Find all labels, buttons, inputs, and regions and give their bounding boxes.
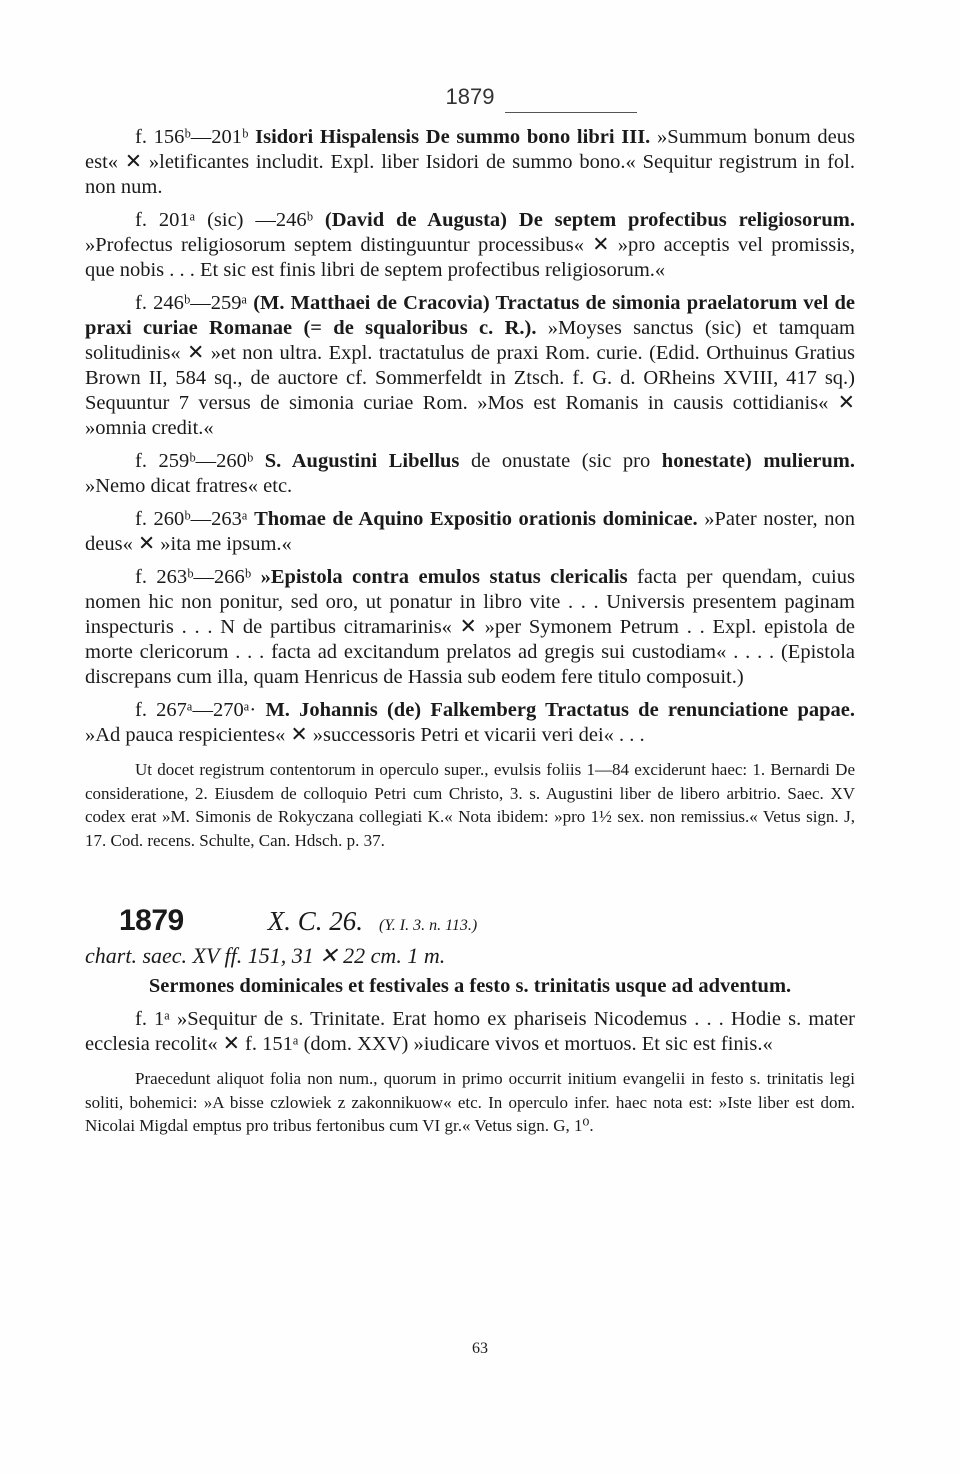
entry-title: S. Augustini Libellus xyxy=(264,450,460,472)
entry-title: Isidori Hispalensis De summo bono libri III. xyxy=(255,126,651,148)
entry-title-cont: honestate) mulierum. xyxy=(661,450,855,472)
running-head: 1879 xyxy=(445,84,495,109)
entry-7 xyxy=(85,698,855,748)
entry-4 xyxy=(85,449,855,499)
entry-title: M. Johannis (de) Falkemberg Tractatus de renunciatione papae. xyxy=(265,699,855,721)
page-number: 63 xyxy=(472,1340,488,1357)
codex-heading xyxy=(85,904,855,938)
folio: f. 260ᵇ—263ᵃ xyxy=(135,508,248,530)
entry-text: »Pater noster, non deus« ✕ »ita me ipsum.« xyxy=(85,508,855,555)
entry-text: »Ad pauca respicientes« ✕ »successoris Petri et vicarii veri dei« . . . xyxy=(85,724,645,746)
codex-text: f. 1ᵃ »Sequitur de s. Trinitate. Erat homo ex phariseis Nicodemus . . . Hodie s. mater ecclesia recolit« ✕ f. 151ᵃ (dom. XXV) »iudicare vivos et mortuos. Et sic est finis.« xyxy=(85,1008,855,1055)
entry-text: »Nemo dicat fratres« etc. xyxy=(85,475,293,497)
entry-5 xyxy=(85,507,855,557)
entry-1 xyxy=(85,125,855,200)
header-rule xyxy=(505,112,637,113)
page-body xyxy=(85,84,855,1138)
entry-text: »Moyses sanctus (sic) et tamquam solitudinis« ✕ »et non ultra. Expl. tractatulus de praxi Rom. curie. (Edid. Orthuinus Gratius Brown II, 584 sq., de auctore cf. Sommerfeldt in Ztsch. f. G. d. ORheins XVIII, 417 sq.) Sequuntur 7 versus de simonia curiae Rom. »Mos est Romanis in causis cottidianis« ✕ »omnia credit.« xyxy=(85,317,856,439)
folio: f. 263ᵇ—266ᵇ xyxy=(135,566,252,588)
entry-6 xyxy=(85,565,855,690)
codex-signature-group xyxy=(268,906,478,937)
codex-footnote: Praecedunt aliquot folia non num., quorum in primo occurrit initium evangelii in festo s. trinitatis legi soliti, bohemici: »A bisse czlowiek z zakonnikuow« etc. In operculo infer. haec nota est: »Iste liber est dom. Nicolai Migdal emptus pro tribus fertonibus cum VI gr.« Vetus sign. G, 1⁰. xyxy=(85,1069,855,1135)
codex-title: Sermones dominicales et festivales a festo s. trinitatis usque ad adventum. xyxy=(148,975,792,997)
codex-description: chart. saec. XV ff. 151, 31 ✕ 22 cm. 1 m. xyxy=(85,943,446,968)
codex-number: 1879 xyxy=(119,904,184,937)
entry-text: facta per quendam, cuius nomen hic non ponitur, sed oro, ut ponatur in libro vite . . . Universis presentem paginam inspecturis . . . N de partibus citramarinis« ✕ »per Symonem Petrum . . Expl. epistola de morte clericorum . . . facta ad excitandum prelatos ad gregis sui custodiam« . . . . (Epistola discrepans cum illa, quam Henricus de Hassia sub eodem fere titulo composuit.) xyxy=(85,566,855,688)
folio: f. 246ᵇ—259ᵃ xyxy=(135,292,248,314)
entry-text: »Profectus religiosorum septem distinguuntur processibus« ✕ »pro acceptis vel promissis, que nobis . . . Et sic est finis libri de septem profectibus religiosorum.« xyxy=(85,234,855,281)
entry-3 xyxy=(85,291,855,441)
entry-title: (David de Augusta) De septem profectibus religiosorum. xyxy=(324,209,855,231)
codex-signature: X. C. 26. xyxy=(267,906,364,936)
codex-old-signature: (Y. I. 3. n. 113.) xyxy=(379,917,478,934)
entry-title: »Epistola contra emulos status clericalis xyxy=(260,566,628,588)
entry-text: de onustate (sic pro xyxy=(470,450,651,472)
folio: f. 156ᵇ—201ᵇ xyxy=(135,126,249,148)
folio: f. 267ᵃ—270ᵃ· xyxy=(135,699,257,721)
folio: f. 201ᵃ (sic) —246ᵇ xyxy=(135,209,313,231)
folio: f. 259ᵇ—260ᵇ xyxy=(135,450,254,472)
codex-note: Ut docet registrum contentorum in operculo super., evulsis foliis 1—84 exciderunt haec: 1. Bernardi De consideratione, 2. Eiusdem de colloquio Petri cum Christo, 3. s. Augustini liber de libero arbitrio. Saec. XV codex erat »M. Simonis de Rokyczana collegiati K.« Nota ibidem: »pro 1½ sex. non remissius.« Vetus sign. J, 17. Cod. recens. Schulte, Can. Hdsch. p. 37. xyxy=(85,760,855,850)
entry-title: Thomae de Aquino Expositio orationis dominicae. xyxy=(254,508,698,530)
entry-2 xyxy=(85,208,855,283)
entry-title: (M. Matthaei de Cracovia) Tractatus de simonia praelatorum vel de praxi curiae Romanae (= de squaloribus c. R.). xyxy=(85,292,855,339)
entry-text: »Summum bonum deus est« ✕ »letificantes includit. Expl. liber Isidori de summo bono.« Sequitur registrum in fol. non num. xyxy=(85,126,856,198)
